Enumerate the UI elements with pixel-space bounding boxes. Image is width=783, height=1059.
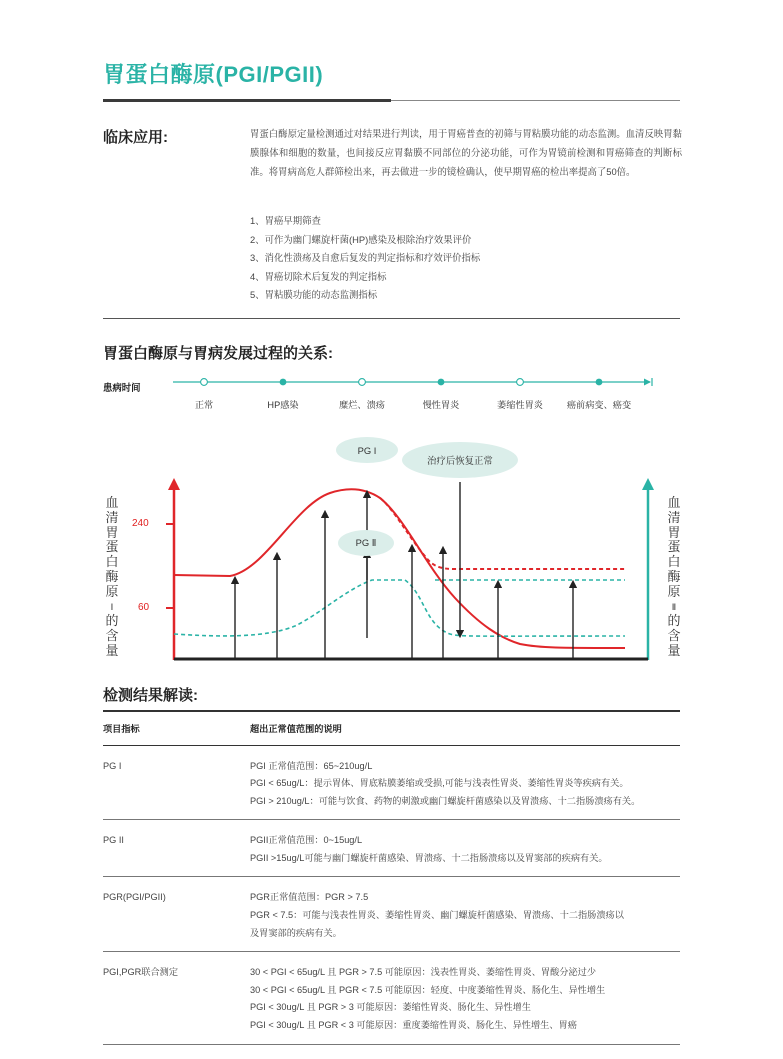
timeline-label: 患病时间 xyxy=(103,382,141,393)
table-header-row xyxy=(103,711,680,745)
tick-label-60: 60 xyxy=(138,602,150,613)
relation-heading: 胃蛋白酶原与胃病发展过程的关系: xyxy=(103,345,333,362)
timeline-stage: 正常 xyxy=(194,400,214,410)
results-table xyxy=(103,710,680,1045)
timeline-stage: 糜烂、溃疡 xyxy=(339,400,385,410)
row-description: PGI 正常值范围：65~210ug/L PGI < 65ug/L：提示胃体、胃底粘膜萎缩或受损,可能与浅表性胃炎、萎缩性胃炎等疾病有关。 PGI > 210ug/L：可能与饮食、药物的刺激或幽门螺旋杆菌感染以及胃溃疡、十二指肠溃疡有关。 xyxy=(250,745,680,820)
left-axis-arrow xyxy=(168,478,180,490)
row-description: PGII正常值范围：0~15ug/L PGII >15ug/L可能与幽门螺旋杆菌感染、胃溃疡、十二指肠溃疡以及胃窦部的疾病有关。 xyxy=(250,820,680,877)
list-item: 2、可作为幽门螺旋杆菌(HP)感染及根除治疗效果评价 xyxy=(250,233,472,245)
timeline-stage: HP感染 xyxy=(267,400,299,410)
table-row xyxy=(103,820,680,877)
list-item: 1、胃癌早期筛查 xyxy=(250,215,321,226)
left-axis-label: 血 清 胃 蛋 白 酶 原 Ⅰ 的 含 量 xyxy=(105,495,119,658)
bubble-recovery: 治疗后恢复正常 xyxy=(402,442,518,478)
pgii-curve xyxy=(174,580,625,636)
list-item: 4、胃癌切除术后复发的判定指标 xyxy=(250,270,387,282)
results-heading: 检测结果解读: xyxy=(103,687,198,704)
row-name: PG II xyxy=(103,820,250,877)
clinical-paragraph: 胃蛋白酶原定量检测通过对结果进行判读，用于胃癌普查的初筛与胃粘膜功能的动态监测。血清反映胃黏膜腺体和细胞的数量，也间接反应胃黏膜不同部位的分泌功能，可作为胃镜前检测和胃癌筛查的判断标准。将胃病高危人群筛检出来，再去做进一步的镜检确认，使早期胃癌的检出率提高了50倍。 xyxy=(250,128,682,177)
list-item: 5、胃粘膜功能的动态监测指标 xyxy=(250,289,378,301)
page-title: 胃蛋白酶原(PGI/PGII) xyxy=(103,62,324,87)
timeline-stage: 癌前病变、癌变 xyxy=(566,400,632,410)
timeline-node xyxy=(201,379,208,386)
col-header-item: 项目指标 xyxy=(103,711,250,745)
list-item: 3、消化性溃疡及自愈后复发的判定指标和疗效评价指标 xyxy=(250,252,481,264)
col-header-description: 超出正常值范围的说明 xyxy=(250,711,680,745)
right-axis-arrow xyxy=(642,478,654,490)
timeline-node xyxy=(596,379,603,386)
title-divider xyxy=(391,100,680,101)
table-row xyxy=(103,952,680,1044)
pgi-recovery-curve xyxy=(380,498,625,569)
row-name: PGI,PGR联合测定 xyxy=(103,952,250,1044)
timeline-axis xyxy=(170,374,660,390)
clinical-heading: 临床应用: xyxy=(103,129,168,146)
tick-label-240: 240 xyxy=(132,518,149,529)
timeline-node xyxy=(359,379,366,386)
bubble-pgii: PG Ⅱ xyxy=(338,530,394,556)
table-row xyxy=(103,745,680,820)
title-underline xyxy=(103,99,391,102)
table-row xyxy=(103,877,680,952)
timeline-node xyxy=(517,379,524,386)
clinical-list xyxy=(250,212,480,305)
row-description: PGR正常值范围：PGR > 7.5 PGR < 7.5：可能与浅表性胃炎、萎缩性胃炎、幽门螺旋杆菌感染、胃溃疡、十二指肠溃疡以 及胃窦部的疾病有关。 xyxy=(250,877,680,952)
timeline-node xyxy=(438,379,445,386)
right-axis-label: 血 清 胃 蛋 白 酶 原 Ⅱ 的 含 量 xyxy=(667,495,681,658)
timeline-node xyxy=(280,379,287,386)
row-name: PG I xyxy=(103,745,250,820)
row-description: 30 < PGI < 65ug/L 且 PGR > 7.5 可能原因：浅表性胃炎、萎缩性胃炎、胃酸分泌过少 30 < PGI < 65ug/L 且 PGR < 7.5 可能原因：轻度、中度萎缩性胃炎、肠化生、异性增生 PGI < 30ug/L 且 PGR > 3 可能原因：萎缩性胃炎、肠化生、异性增生 PGI < 30ug/L 且 PGR < 3 可能原因：重度萎缩性胃炎、肠化生、异性增生、胃癌 xyxy=(250,952,680,1044)
timeline-stage: 慢性胃炎 xyxy=(422,400,460,410)
section-divider xyxy=(103,318,680,319)
row-name: PGR(PGI/PGII) xyxy=(103,877,250,952)
bubble-pgi: PG I xyxy=(336,437,398,463)
timeline-stage: 萎缩性胃炎 xyxy=(497,400,543,410)
